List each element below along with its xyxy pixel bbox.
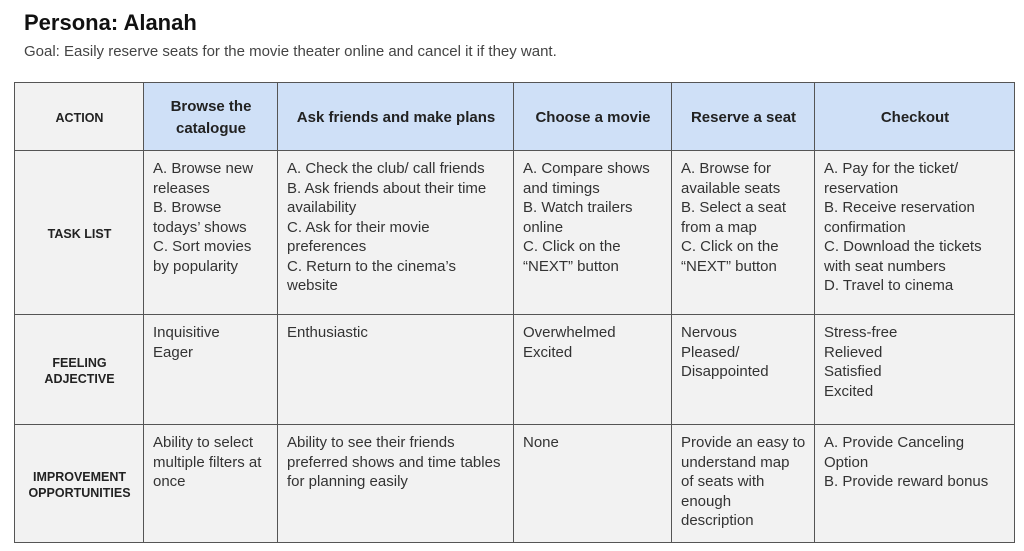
cell-line: Excited bbox=[523, 343, 573, 361]
cell-line: C. Return to the cinema’s website bbox=[287, 257, 456, 294]
table-cell bbox=[672, 425, 815, 543]
cell-line: Relieved bbox=[824, 343, 883, 361]
table-cell bbox=[672, 315, 815, 425]
cell-line: Ability to see their friends preferred shows and time tables for planning easily bbox=[287, 434, 501, 490]
table-cell bbox=[815, 151, 1015, 315]
cell-line: Stress-free bbox=[824, 324, 898, 341]
cell-line: A. Provide Canceling Option bbox=[824, 434, 965, 471]
cell-line: C. Sort movies by popularity bbox=[153, 238, 252, 275]
cell-line: A. Browse for available seats bbox=[681, 160, 781, 197]
cell-line: B. Browse todays’ shows bbox=[153, 199, 247, 236]
cell-line: C. Ask for their movie preferences bbox=[287, 218, 430, 255]
row-label-improvement-opportunities: IMPROVEMENT OPPORTUNITIES bbox=[15, 425, 144, 543]
cell-line: Excited bbox=[824, 382, 874, 400]
corner-label: ACTION bbox=[15, 83, 144, 151]
table-cell bbox=[514, 425, 672, 543]
cell-line: B. Select a seat from a map bbox=[681, 199, 787, 236]
table-cell bbox=[278, 315, 514, 425]
cell-line: Eager bbox=[153, 343, 194, 361]
stage-header: Browse the catalogue bbox=[144, 83, 278, 151]
table-cell bbox=[144, 425, 278, 543]
cell-line: Satisfied bbox=[824, 363, 882, 380]
cell-line: Overwhelmed bbox=[523, 324, 616, 341]
cell-line: D. Travel to cinema bbox=[824, 277, 954, 294]
table-cell bbox=[144, 315, 278, 425]
feeling-adjective-row bbox=[15, 315, 1015, 425]
table-cell bbox=[514, 151, 672, 315]
cell-line: Provide an easy to understand map of seats with enough description bbox=[681, 434, 806, 529]
cell-line: A. Pay for the ticket/ reservation bbox=[824, 160, 959, 197]
cell-line: Pleased/ Disappointed bbox=[681, 343, 769, 380]
persona-goal: Goal: Easily reserve seats for the movie theater online and cancel it if they want. bbox=[24, 43, 557, 60]
cell-line: C. Click on the “NEXT” button bbox=[523, 238, 621, 275]
table-cell bbox=[514, 315, 672, 425]
cell-line: B. Receive reservation confirmation bbox=[824, 199, 975, 236]
table-cell bbox=[278, 151, 514, 315]
cell-line: A. Browse new releases bbox=[153, 160, 254, 197]
stage-header: Choose a movie bbox=[514, 83, 672, 151]
task-list-row bbox=[15, 151, 1015, 315]
row-label-feeling-adjective: FEELING ADJECTIVE bbox=[15, 315, 144, 425]
stage-header: Checkout bbox=[815, 83, 1015, 151]
cell-line: B. Watch trailers online bbox=[523, 199, 633, 236]
table-cell bbox=[278, 425, 514, 543]
table-cell bbox=[144, 151, 278, 315]
stage-header: Reserve a seat bbox=[672, 83, 815, 151]
cell-line: None bbox=[523, 434, 559, 451]
table-cell bbox=[672, 151, 815, 315]
stage-header-row bbox=[15, 83, 1015, 151]
cell-line: Enthusiastic bbox=[287, 324, 368, 341]
cell-line: A. Compare shows and timings bbox=[523, 160, 650, 197]
cell-line: C. Click on the “NEXT” button bbox=[681, 238, 779, 275]
cell-line: B. Provide reward bonus bbox=[824, 473, 989, 490]
improvement-opportunities-row bbox=[15, 425, 1015, 543]
cell-line: C. Download the tickets with seat numbers bbox=[824, 238, 982, 275]
journey-map-table bbox=[14, 82, 1015, 543]
cell-line: Nervous bbox=[681, 324, 737, 341]
row-label-task-list: TASK LIST bbox=[15, 151, 144, 315]
stage-header: Ask friends and make plans bbox=[278, 83, 514, 151]
persona-title: Persona: Alanah bbox=[24, 10, 197, 35]
cell-line: A. Check the club/ call friends bbox=[287, 160, 485, 177]
cell-line: Ability to select multiple filters at once bbox=[153, 434, 262, 490]
cell-line: Inquisitive bbox=[153, 324, 220, 341]
cell-line: B. Ask friends about their time availability bbox=[287, 179, 487, 216]
table-cell bbox=[815, 315, 1015, 425]
table-cell bbox=[815, 425, 1015, 543]
